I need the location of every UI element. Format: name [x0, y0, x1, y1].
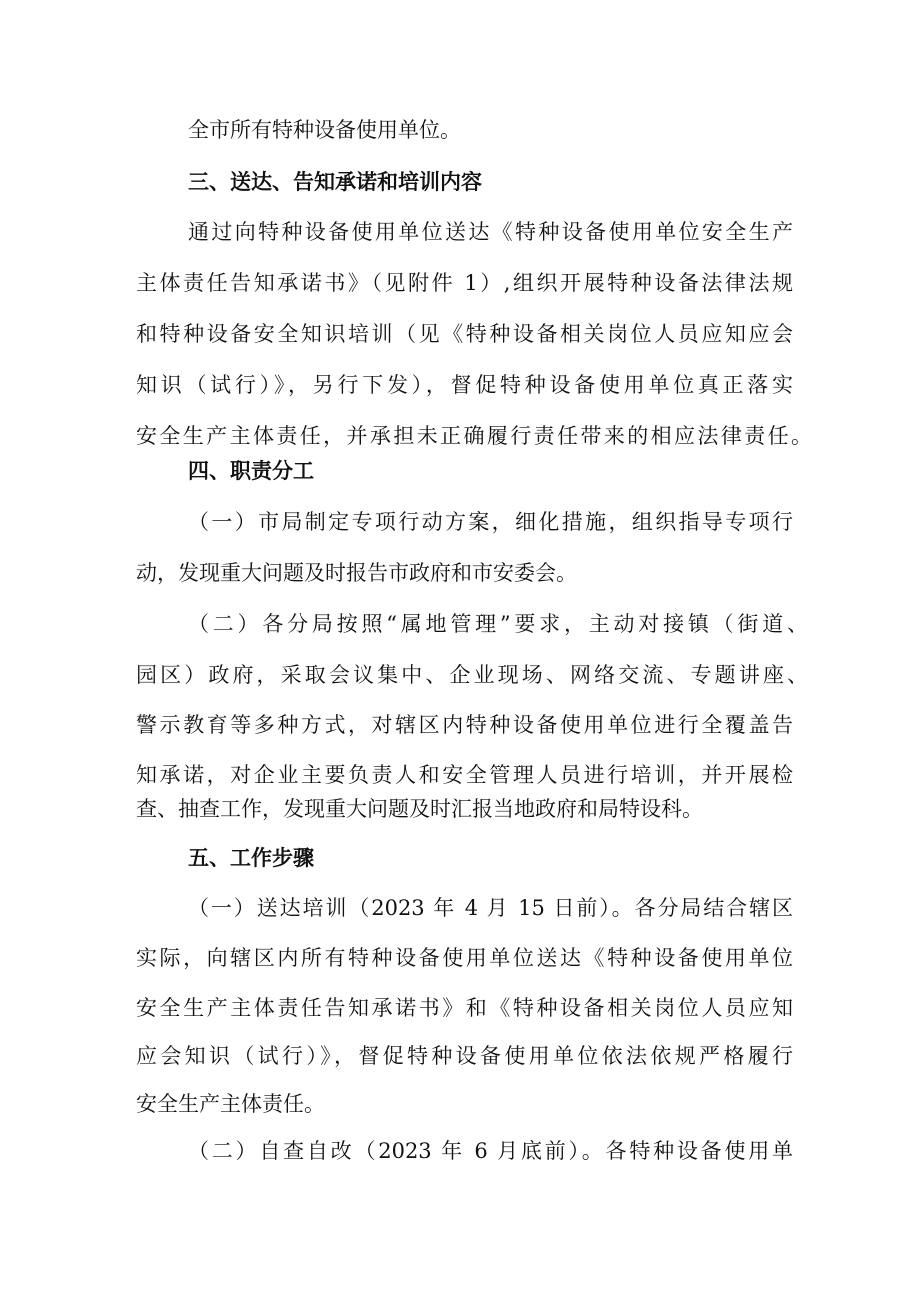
paragraph-line: 和特种设备安全知识培训（见《特种设备相关岗位人员应知应会: [136, 322, 793, 346]
paragraph-line: （二）自查自改（2023 年 6 月底前）。各特种设备使用单: [188, 1139, 793, 1163]
paragraph-line: （一）送达培训（2023 年 4 月 15 日前）。各分局结合辖区: [188, 896, 793, 920]
paragraph-line: 实际，向辖区内所有特种设备使用单位送达《特种设备使用单位: [136, 946, 793, 970]
paragraph-line: （二）各分局按照“属地管理”要求，主动对接镇（街道、: [188, 612, 808, 636]
paragraph-line: 通过向特种设备使用单位送达《特种设备使用单位安全生产: [188, 220, 793, 244]
paragraph-line: 应会知识（试行）》，督促特种设备使用单位依法依规严格履行: [136, 1044, 793, 1068]
paragraph-line: （一）市局制定专项行动方案，细化措施，组织指导专项行: [188, 510, 793, 534]
paragraph-line: 安全生产主体责任告知承诺书》和《特种设备相关岗位人员应知: [136, 996, 793, 1020]
paragraph-line: 查、抽查工作，发现重大问题及时汇报当地政府和局特设科。: [136, 797, 703, 821]
paragraph-line: 安全生产主体责任。: [136, 1092, 325, 1116]
paragraph-line: 全市所有特种设备使用单位。: [188, 118, 461, 142]
paragraph-line: 警示教育等多种方式，对辖区内特种设备使用单位进行全覆盖告: [136, 713, 793, 737]
paragraph-line: 动，发现重大问题及时报告市政府和市安委会。: [136, 561, 577, 585]
section-heading-3: 三、送达、告知承诺和培训内容: [188, 170, 482, 194]
section-heading-4: 四、职责分工: [188, 459, 314, 483]
section-heading-5: 五、工作步骤: [188, 846, 314, 870]
paragraph-line: 知承诺，对企业主要负责人和安全管理人员进行培训，并开展检: [136, 763, 793, 787]
paragraph-line: 安全生产主体责任，并承担未正确履行责任带来的相应法律责任。: [136, 424, 812, 448]
paragraph-line: 园区）政府，采取会议集中、企业现场、网络交流、专题讲座、: [136, 663, 808, 687]
paragraph-line: 知识（试行）》，另行下发），督促特种设备使用单位真正落实: [136, 373, 793, 397]
paragraph-line: 主体责任告知承诺书》（见附件 1）,组织开展特种设备法律法规: [136, 271, 793, 295]
